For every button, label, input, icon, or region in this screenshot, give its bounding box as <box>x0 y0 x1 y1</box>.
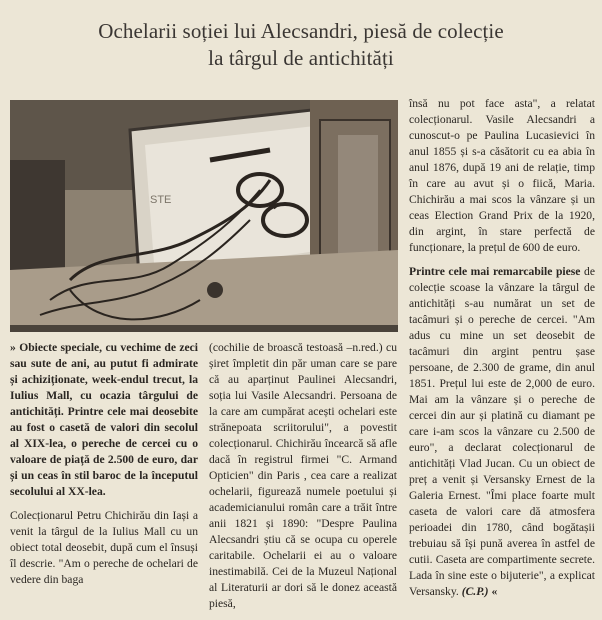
column-2 <box>209 340 397 612</box>
subhead-lead: Printre cele mai remarcabile piese <box>409 265 581 278</box>
headline-line-1: Ochelarii soției lui Alecsandri, piesă de colecție <box>98 19 504 43</box>
intro-marker: » <box>10 341 16 354</box>
body-paragraph-4-text: de colecție scoase la vânzare la târgul de antichități s-au numărat un set de tacâmuri și o pereche de cercei. "Am adus cu mine un set deosebit de tacâmuri din argint pentru șase persoane, de 2.300 de grame, din anul 1851. Prețul lui este de 2,000 de euro. Mai am la vânzare și o pereche de cercei din aur și platină cu diamant pe care i-am scos la vânzare cu 2.500 de euro", a declarat colecționarul de antichități Vlad Jucan. Cu un obiect de preț a venit și Versansky Ernest de la Galeria Ernest. "Îmi place foarte mult caseta de valori care dă atmosfera perioadei din 1780, când bogătașii trebuiau să își pună averea în astfel de cutii. Caseta are compartimente secrete. Lada în sine este o bijuterie", a explicat Versansky. <box>409 265 596 598</box>
body-paragraph-1: Colecționarul Petru Chichirău din Iași a venit la târgul de la Iulius Mall cu un obiect total deosebit, după cum el însuși îl descrie. "Am o pereche de ochelari de vedere din baga <box>10 509 198 586</box>
headline-line-2: la târgul de antichități <box>208 46 394 70</box>
author-signature: (C.P.) <box>461 585 489 598</box>
intro-text: Obiecte speciale, cu vechime de zeci sau sute de ani, au putut fi admirate și achiziționate, week-endul trecut, la Iulius Mall, cu ocazia târgului de antichități. Printre cele mai deosebite au fost o casetă de valori din secolul al XIX-lea, o pereche de cercei cu o valoare de piață de 2.500 de euro, dar și un ceas în stil baroc de la începutul secolului al XX-lea. <box>10 341 199 498</box>
column-1 <box>10 340 198 588</box>
eyeglasses-photo-illustration <box>10 100 398 332</box>
case-label: STE <box>150 194 172 206</box>
body-paragraph-2: (cochilie de broască testoasă –n.red.) cu șiret împletit din păr uman care se pare că au aparținut Paulinei Alecsandri, soția lui Vasile Alecsandri. Persoana de la care am cumpărat acești ochelari este strănepoata scriitorului", a povestit colecționarul. Chichirău încearcă să afle dacă în registrul firmei "C. Armand Opticien" din Paris , cea care a realizat ochelarii, figurează numele poetului și academicianului român care a trăit între anii 1821 și 1890: "Despre Paulina Alecsandri știu că se ocupa cu operele caritabile. Ochelarii ei au o valoare inestimabilă. Cei de la Muzeul Național al Literaturii ar dori să le donez această piesă, <box>209 341 397 610</box>
intro-paragraph <box>10 340 198 500</box>
column-3 <box>409 96 595 600</box>
headline <box>0 18 602 72</box>
article-photo <box>10 100 398 332</box>
body-paragraph-3: însă nu pot face asta", a relatat colecționarul. Vasile Alecsandri a cunoscut-o pe Paulina Lucasievici în anul 1855 și s-a căsătorit cu ea abia în anul 1876, după 19 ani de relație, timp în care au avut și o fiică, Maria. Chichirău a mai scos la vânzare și un ceas Election Grand Prix de la 1920, din argint, în stare perfectă de funcționare, la prețul de 600 de euro. <box>409 97 595 254</box>
body-paragraph-4 <box>409 264 595 600</box>
end-marker: « <box>491 585 498 598</box>
